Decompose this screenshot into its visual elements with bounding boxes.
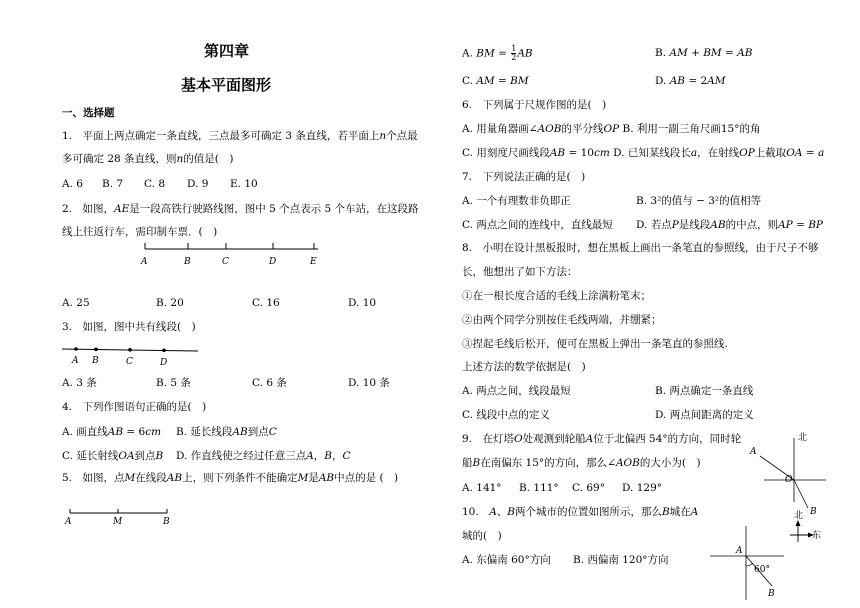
point-label-C: C xyxy=(126,357,133,367)
point-label-A: A xyxy=(72,356,79,366)
question-2-option-b: B. 20 xyxy=(156,297,184,309)
question-8-step-1: ①在一根长度合适的毛线上涂满粉笔末； xyxy=(462,290,651,302)
question-3-figure xyxy=(60,340,200,370)
question-6-options-cd: C. 用刻度尺画线段𝐴𝐵 = 10𝑐𝑚 D. 已知某线段长𝑎，在射线𝑂𝑃上截取𝑂𝐴 = 𝑎 xyxy=(462,147,825,159)
north-label: 北 xyxy=(798,433,808,443)
question-1-option-b: B. 7 xyxy=(102,178,124,190)
question-9-option-d: D. 129° xyxy=(622,482,663,494)
question-1-text-line1: 1. 平面上两点确定一条直线，三点最多可确定 3 条直线，若平面上𝑛个点最 xyxy=(62,130,418,142)
question-5-option-a xyxy=(462,45,533,62)
page-title: 基本平面图形 xyxy=(181,76,272,94)
fraction-numerator: 1 xyxy=(511,44,517,53)
question-3-text: 3. 如图，图中共有线段( ) xyxy=(62,321,196,333)
question-7-option-a: A. 一个有理数非负即正 xyxy=(462,195,571,207)
question-9-text-line2: 船𝐵在南偏东 15°的方向，那么∠𝐴𝑂𝐵的大小为( ) xyxy=(462,457,701,469)
question-3-option-d: D. 10 条 xyxy=(348,377,390,389)
point-label-D: D xyxy=(269,257,277,267)
point-label-C: C xyxy=(222,257,229,267)
question-5-option-b: B. 𝐴𝑀 + 𝐵𝑀 = 𝐴𝐵 xyxy=(655,47,753,59)
question-5-text: 5. 如图，点𝑀在线段𝐴𝐵上，则下列条件不能确定𝑀是𝐴𝐵中点的是 ( ) xyxy=(62,472,399,484)
question-8-step-3: ③捏起毛线后松开，便可在黑板上弹出一条笔直的参照线. xyxy=(462,338,728,350)
point-label-D: D xyxy=(160,358,168,368)
question-9-option-b: B. 111° xyxy=(519,482,559,494)
question-5-option-d: D. 𝐴𝐵 = 2𝐴𝑀 xyxy=(655,75,726,87)
question-4-option-a: A. 画直线𝐴𝐵 = 6𝑐𝑚 xyxy=(62,426,162,438)
question-10-option-a: A. 东偏南 60°方向 xyxy=(462,554,551,566)
question-2-option-d: D. 10 xyxy=(348,297,377,309)
question-3-option-b: B. 5 条 xyxy=(156,377,191,389)
angle-label: 60° xyxy=(754,565,770,575)
point-label-A: A xyxy=(736,546,743,556)
chapter-heading: 第四章 xyxy=(204,42,250,60)
question-6-options-ab: A. 用量角器画∠𝐴𝑂𝐵的平分线𝑂𝑃 B. 利用一副三角尺画15°的角 xyxy=(462,123,761,135)
question-1-option-e: E. 10 xyxy=(230,178,258,190)
question-1-option-c: C. 8 xyxy=(144,178,166,190)
point-label-M: M xyxy=(113,517,123,527)
question-8-step-2: ②由两个同学分别按住毛线两端，并绷紧； xyxy=(462,314,662,326)
question-2-option-c: C. 16 xyxy=(252,297,280,309)
point-label-B: B xyxy=(768,589,775,599)
question-10-direction-figure xyxy=(706,508,826,604)
question-2-option-a: A. 25 xyxy=(62,297,90,309)
question-8-option-a: A. 两点之间，线段最短 xyxy=(462,385,571,397)
question-7-option-b: B. 3²的值与 − 3²的值相等 xyxy=(636,195,762,207)
question-7-text: 7. 下列说法正确的是( ) xyxy=(462,171,586,183)
question-3-option-c: C. 6 条 xyxy=(252,377,287,389)
north-label: 北 xyxy=(794,511,804,521)
question-8-option-c: C. 线段中点的定义 xyxy=(462,409,550,421)
question-7-option-d: D. 若点𝑃是线段𝐴𝐵的中点，则𝐴𝑃 = 𝐵𝑃 xyxy=(636,219,823,231)
question-8-text-line1: 8. 小明在设计黑板报时，想在黑板上画出一条笔直的参照线，由于尺子不够 xyxy=(462,242,819,254)
question-9-option-a: A. 141° xyxy=(462,482,502,494)
question-8-option-d: D. 两点间距离的定义 xyxy=(655,409,754,421)
question-2-text-line2: 线上往返行车，需印制车票．( ) xyxy=(62,226,218,238)
question-4-text: 4. 下列作图语句正确的是( ) xyxy=(62,401,207,413)
east-label: 东 xyxy=(812,531,822,541)
point-label-B: B xyxy=(810,507,817,517)
question-9-compass-figure xyxy=(742,430,832,520)
question-8-ask: 上述方法的数学依据是( ) xyxy=(462,361,586,373)
option-a-lhs: A. 𝐵𝑀 = xyxy=(462,47,507,60)
question-6-text: 6. 下列属于尺规作图的是( ) xyxy=(462,99,607,111)
question-2-text-line1: 2. 如图，𝐴𝐸是一段高铁行驶路线图，图中 5 个点表示 5 个车站，在这段路 xyxy=(62,203,419,215)
section-heading: 一、选择题 xyxy=(62,107,115,119)
question-4-option-b: B. 延长线段𝐴𝐵到点𝐶 xyxy=(176,426,277,438)
question-7-option-c: C. 两点之间的连线中，直线最短 xyxy=(462,219,613,231)
fraction xyxy=(511,45,516,62)
point-label-A: A xyxy=(65,517,72,527)
question-5-figure xyxy=(62,508,182,530)
question-9-text-line1: 9. 在灯塔𝑂处观测到轮船𝐴位于北偏西 54°的方向，同时轮 xyxy=(462,433,742,445)
question-3-option-a: A. 3 条 xyxy=(62,377,97,389)
point-label-B: B xyxy=(92,356,99,366)
question-4-option-d: D. 作直线使之经过任意三点𝐴，𝐵，𝐶 xyxy=(176,450,351,462)
point-label-A: A xyxy=(750,447,757,457)
fraction-denominator: 2 xyxy=(511,53,517,62)
point-label-E: E xyxy=(310,257,317,267)
point-label-B: B xyxy=(184,257,191,267)
question-10-option-b: B. 西偏南 120°方向 xyxy=(573,554,669,566)
question-8-option-b: B. 两点确定一条直线 xyxy=(655,385,754,397)
question-1-option-a: A. 6 xyxy=(62,178,83,190)
question-10-text-line2: 城的( ) xyxy=(462,530,502,542)
option-a-rhs: 𝐴𝐵 xyxy=(517,47,533,60)
point-label-B: B xyxy=(163,517,170,527)
question-2-figure xyxy=(140,240,330,270)
question-10-text-line1: 10. 𝐴、𝐵两个城市的位置如图所示，那么𝐵城在𝐴 xyxy=(462,506,699,518)
question-1-text-line2: 多可确定 28 条直线，则𝑛的值是( ) xyxy=(62,153,234,165)
question-4-option-c: C. 延长射线𝑂𝐴到点𝐵 xyxy=(62,450,164,462)
question-8-text-line2: 长，他想出了如下方法： xyxy=(462,266,578,278)
question-1-option-d: D. 9 xyxy=(187,178,209,190)
point-label-O: O xyxy=(785,475,793,485)
question-9-option-c: C. 69° xyxy=(572,482,605,494)
point-label-A: A xyxy=(141,257,148,267)
question-5-option-c: C. 𝐴𝑀 = 𝐵𝑀 xyxy=(462,75,529,87)
